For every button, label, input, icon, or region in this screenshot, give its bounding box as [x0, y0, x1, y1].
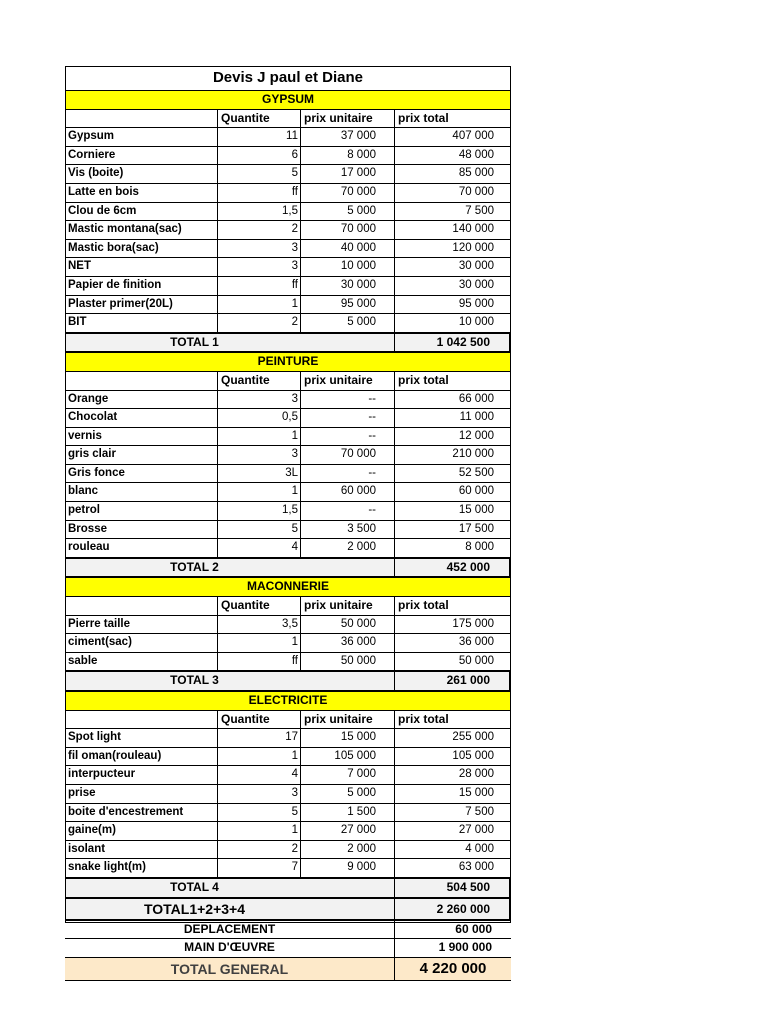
sections-container — [65, 91, 511, 899]
main-oeuvre-row — [65, 939, 511, 958]
column-header-prix-unitaire: prix unitaire — [300, 110, 394, 128]
item-quantity: 5 — [217, 165, 300, 183]
item-total-price: 7 500 — [394, 203, 511, 221]
deplacement-label: DEPLACEMENT — [183, 921, 276, 936]
table-row — [65, 258, 511, 277]
item-quantity: 3 — [217, 785, 300, 803]
item-quantity: ff — [217, 184, 300, 202]
item-total-price: 140 000 — [394, 221, 511, 239]
item-unit-price: 3 500 — [300, 521, 394, 539]
item-total-price: 12 000 — [394, 428, 511, 446]
item-total-price: 66 000 — [394, 391, 511, 409]
section-total-row — [65, 333, 511, 354]
item-label: Orange — [68, 392, 109, 405]
document-title: Devis J paul et Diane — [65, 66, 511, 91]
item-unit-price: -- — [300, 391, 394, 409]
column-header-prix-total: prix total — [394, 110, 511, 128]
item-total-price: 175 000 — [394, 616, 511, 634]
item-quantity: ff — [217, 277, 300, 295]
table-row — [65, 165, 511, 184]
item-unit-price: -- — [300, 465, 394, 483]
item-total-price: 70 000 — [394, 184, 511, 202]
section-total-value: 261 000 — [394, 672, 511, 690]
table-row — [65, 483, 511, 502]
table-row — [65, 634, 511, 653]
section-total-value: 504 500 — [394, 879, 511, 897]
item-label: Gypsum — [68, 130, 115, 143]
item-total-price: 4 000 — [394, 841, 511, 859]
item-quantity: 1,5 — [217, 203, 300, 221]
item-total-price: 15 000 — [394, 502, 511, 520]
item-total-price: 27 000 — [394, 822, 511, 840]
column-header-quantite: Quantite — [217, 110, 300, 128]
item-unit-price: 30 000 — [300, 277, 394, 295]
column-header-label — [65, 711, 217, 729]
item-label: Chocolat — [68, 411, 118, 424]
section-total-label: TOTAL 2 — [170, 559, 219, 574]
table-row — [65, 841, 511, 860]
table-row — [65, 428, 511, 447]
item-quantity: 11 — [217, 128, 300, 146]
item-quantity: 2 — [217, 221, 300, 239]
item-quantity: 4 — [217, 539, 300, 557]
item-quantity: 3 — [217, 391, 300, 409]
item-label: Pierre taille — [68, 617, 131, 630]
item-quantity: ff — [217, 653, 300, 671]
deplacement-row — [65, 921, 511, 940]
item-unit-price: 27 000 — [300, 822, 394, 840]
item-unit-price: 105 000 — [300, 748, 394, 766]
main-oeuvre-label: MAIN D'ŒUVRE — [184, 940, 275, 955]
deplacement-value: 60 000 — [394, 921, 511, 939]
section-total-label: TOTAL 3 — [170, 673, 219, 688]
section-header-peinture: PEINTURE — [65, 353, 511, 372]
item-total-price: 63 000 — [394, 859, 511, 877]
item-total-price: 48 000 — [394, 147, 511, 165]
item-label: blanc — [68, 485, 99, 498]
item-unit-price: 5 000 — [300, 785, 394, 803]
item-quantity: 5 — [217, 804, 300, 822]
item-unit-price: 1 500 — [300, 804, 394, 822]
table-row — [65, 203, 511, 222]
item-quantity: 5 — [217, 521, 300, 539]
column-header-quantite: Quantite — [217, 597, 300, 615]
item-quantity: 3 — [217, 258, 300, 276]
table-row — [65, 296, 511, 315]
table-row — [65, 748, 511, 767]
item-quantity: 1 — [217, 428, 300, 446]
table-row — [65, 240, 511, 259]
table-row — [65, 766, 511, 785]
table-row — [65, 465, 511, 484]
item-unit-price: 9 000 — [300, 859, 394, 877]
section-header-electricite: ELECTRICITE — [65, 692, 511, 711]
item-total-price: 105 000 — [394, 748, 511, 766]
item-total-price: 85 000 — [394, 165, 511, 183]
section-total-row — [65, 671, 511, 692]
item-quantity: 7 — [217, 859, 300, 877]
column-header-label — [65, 110, 217, 128]
item-unit-price: 60 000 — [300, 483, 394, 501]
item-unit-price: 37 000 — [300, 128, 394, 146]
item-total-price: 11 000 — [394, 409, 511, 427]
item-unit-price: 5 000 — [300, 314, 394, 332]
item-quantity: 1 — [217, 822, 300, 840]
item-unit-price: 2 000 — [300, 539, 394, 557]
table-row — [65, 277, 511, 296]
table-row — [65, 446, 511, 465]
section-total-label: TOTAL 1 — [170, 334, 219, 349]
table-row — [65, 729, 511, 748]
table-row — [65, 128, 511, 147]
subtotal-value: 2 260 000 — [394, 899, 511, 919]
item-unit-price: 95 000 — [300, 296, 394, 314]
item-total-price: 60 000 — [394, 483, 511, 501]
item-label: boite d'encestrement — [68, 805, 184, 818]
section-total-value: 1 042 500 — [394, 334, 511, 352]
column-header-prix-total: prix total — [394, 711, 511, 729]
item-label: Papier de finition — [68, 278, 162, 291]
item-quantity: 1,5 — [217, 502, 300, 520]
item-label: BIT — [68, 316, 87, 329]
section-header-maconnerie: MACONNERIE — [65, 578, 511, 597]
column-header-row — [65, 597, 511, 616]
quote-sheet — [65, 66, 511, 981]
item-unit-price: 70 000 — [300, 446, 394, 464]
item-quantity: 1 — [217, 483, 300, 501]
item-label: Clou de 6cm — [68, 204, 137, 217]
item-quantity: 3 — [217, 446, 300, 464]
item-label: fil oman(rouleau) — [68, 749, 162, 762]
item-unit-price: 7 000 — [300, 766, 394, 784]
column-header-label — [65, 372, 217, 390]
item-total-price: 30 000 — [394, 258, 511, 276]
item-quantity: 6 — [217, 147, 300, 165]
item-unit-price: 17 000 — [300, 165, 394, 183]
table-row — [65, 804, 511, 823]
table-row — [65, 859, 511, 878]
item-unit-price: 40 000 — [300, 240, 394, 258]
table-row — [65, 147, 511, 166]
item-quantity: 17 — [217, 729, 300, 747]
grand-total-label: TOTAL GENERAL — [170, 960, 289, 977]
item-label: sable — [68, 654, 98, 667]
grand-total-value: 4 220 000 — [394, 958, 511, 980]
item-total-price: 7 500 — [394, 804, 511, 822]
item-label: NET — [68, 260, 91, 273]
item-unit-price: 70 000 — [300, 184, 394, 202]
section-total-row — [65, 878, 511, 899]
item-total-price: 15 000 — [394, 785, 511, 803]
item-quantity: 1 — [217, 296, 300, 314]
table-row — [65, 502, 511, 521]
item-label: Plaster primer(20L) — [68, 297, 173, 310]
table-row — [65, 822, 511, 841]
item-label: snake light(m) — [68, 861, 146, 874]
item-unit-price: -- — [300, 502, 394, 520]
item-unit-price: -- — [300, 409, 394, 427]
item-quantity: 3 — [217, 240, 300, 258]
table-row — [65, 539, 511, 558]
item-quantity: 3L — [217, 465, 300, 483]
item-quantity: 2 — [217, 314, 300, 332]
column-header-prix-unitaire: prix unitaire — [300, 711, 394, 729]
item-total-price: 120 000 — [394, 240, 511, 258]
section-total-label: TOTAL 4 — [170, 879, 219, 894]
item-total-price: 210 000 — [394, 446, 511, 464]
item-total-price: 8 000 — [394, 539, 511, 557]
section-total-row — [65, 558, 511, 579]
subtotal-label: TOTAL1+2+3+4 — [143, 900, 246, 917]
item-total-price: 36 000 — [394, 634, 511, 652]
column-header-row — [65, 711, 511, 730]
item-label: Latte en bois — [68, 185, 139, 198]
item-label: Vis (boite) — [68, 167, 124, 180]
column-header-row — [65, 110, 511, 129]
column-header-prix-unitaire: prix unitaire — [300, 372, 394, 390]
column-header-quantite: Quantite — [217, 711, 300, 729]
item-quantity: 4 — [217, 766, 300, 784]
item-total-price: 407 000 — [394, 128, 511, 146]
section-header-gypsum: GYPSUM — [65, 91, 511, 110]
item-total-price: 255 000 — [394, 729, 511, 747]
item-label: prise — [68, 786, 96, 799]
table-row — [65, 616, 511, 635]
item-total-price: 28 000 — [394, 766, 511, 784]
table-row — [65, 785, 511, 804]
item-quantity: 3,5 — [217, 616, 300, 634]
item-unit-price: 8 000 — [300, 147, 394, 165]
grand-total-row — [65, 958, 511, 981]
item-label: petrol — [68, 504, 100, 517]
item-unit-price: 50 000 — [300, 616, 394, 634]
item-unit-price: 2 000 — [300, 841, 394, 859]
item-label: Spot light — [68, 731, 122, 744]
item-label: Brosse — [68, 522, 107, 535]
table-row — [65, 391, 511, 410]
item-label: gris clair — [68, 448, 116, 461]
item-unit-price: 70 000 — [300, 221, 394, 239]
item-total-price: 50 000 — [394, 653, 511, 671]
item-total-price: 17 500 — [394, 521, 511, 539]
item-unit-price: 50 000 — [300, 653, 394, 671]
item-label: Mastic montana(sac) — [68, 223, 182, 236]
item-total-price: 95 000 — [394, 296, 511, 314]
column-header-row — [65, 372, 511, 391]
item-label: gaine(m) — [68, 824, 116, 837]
main-oeuvre-value: 1 900 000 — [394, 939, 511, 957]
table-row — [65, 184, 511, 203]
table-row — [65, 314, 511, 333]
column-header-prix-total: prix total — [394, 372, 511, 390]
column-header-prix-total: prix total — [394, 597, 511, 615]
table-row — [65, 521, 511, 540]
item-quantity: 1 — [217, 748, 300, 766]
item-quantity: 0,5 — [217, 409, 300, 427]
item-label: Corniere — [68, 148, 116, 161]
column-header-quantite: Quantite — [217, 372, 300, 390]
item-label: vernis — [68, 429, 102, 442]
item-unit-price: -- — [300, 428, 394, 446]
table-row — [65, 409, 511, 428]
item-label: ciment(sac) — [68, 636, 132, 649]
item-label: rouleau — [68, 541, 110, 554]
item-unit-price: 10 000 — [300, 258, 394, 276]
item-unit-price: 5 000 — [300, 203, 394, 221]
item-total-price: 30 000 — [394, 277, 511, 295]
item-quantity: 2 — [217, 841, 300, 859]
table-row — [65, 221, 511, 240]
item-label: isolant — [68, 842, 106, 855]
item-label: Mastic bora(sac) — [68, 241, 159, 254]
subtotal-row — [65, 899, 511, 921]
column-header-prix-unitaire: prix unitaire — [300, 597, 394, 615]
item-total-price: 52 500 — [394, 465, 511, 483]
item-label: Gris fonce — [68, 466, 125, 479]
item-quantity: 1 — [217, 634, 300, 652]
item-unit-price: 15 000 — [300, 729, 394, 747]
section-total-value: 452 000 — [394, 559, 511, 577]
item-label: interpucteur — [68, 768, 136, 781]
table-row — [65, 653, 511, 672]
item-unit-price: 36 000 — [300, 634, 394, 652]
item-total-price: 10 000 — [394, 314, 511, 332]
column-header-label — [65, 597, 217, 615]
